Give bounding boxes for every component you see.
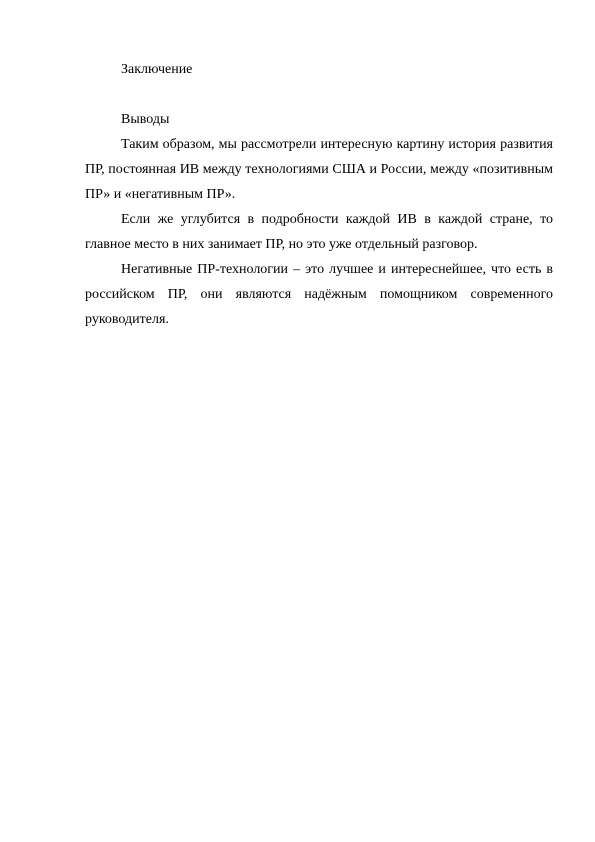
document-title: Заключение (121, 62, 193, 77)
paragraph-1: Таким образом, мы рассмотрели интересную картину история развития ПР, постоянная ИВ между технологиями США и России, между «позитивным ПР» и «негативным ПР». (85, 137, 553, 202)
section-heading: Выводы (121, 112, 170, 127)
blank-line (85, 82, 553, 107)
paragraph-2: Если же углубится в подробности каждой ИВ в каждой стране, то главное место в них занимает ПР, но это уже отдельный разговор. (85, 212, 553, 252)
paragraph-3: Негативные ПР-технологии – это лучшее и интереснейшее, что есть в российском ПР, они являются надёжным помощником современного руководителя. (85, 262, 553, 327)
document-body (85, 57, 553, 332)
